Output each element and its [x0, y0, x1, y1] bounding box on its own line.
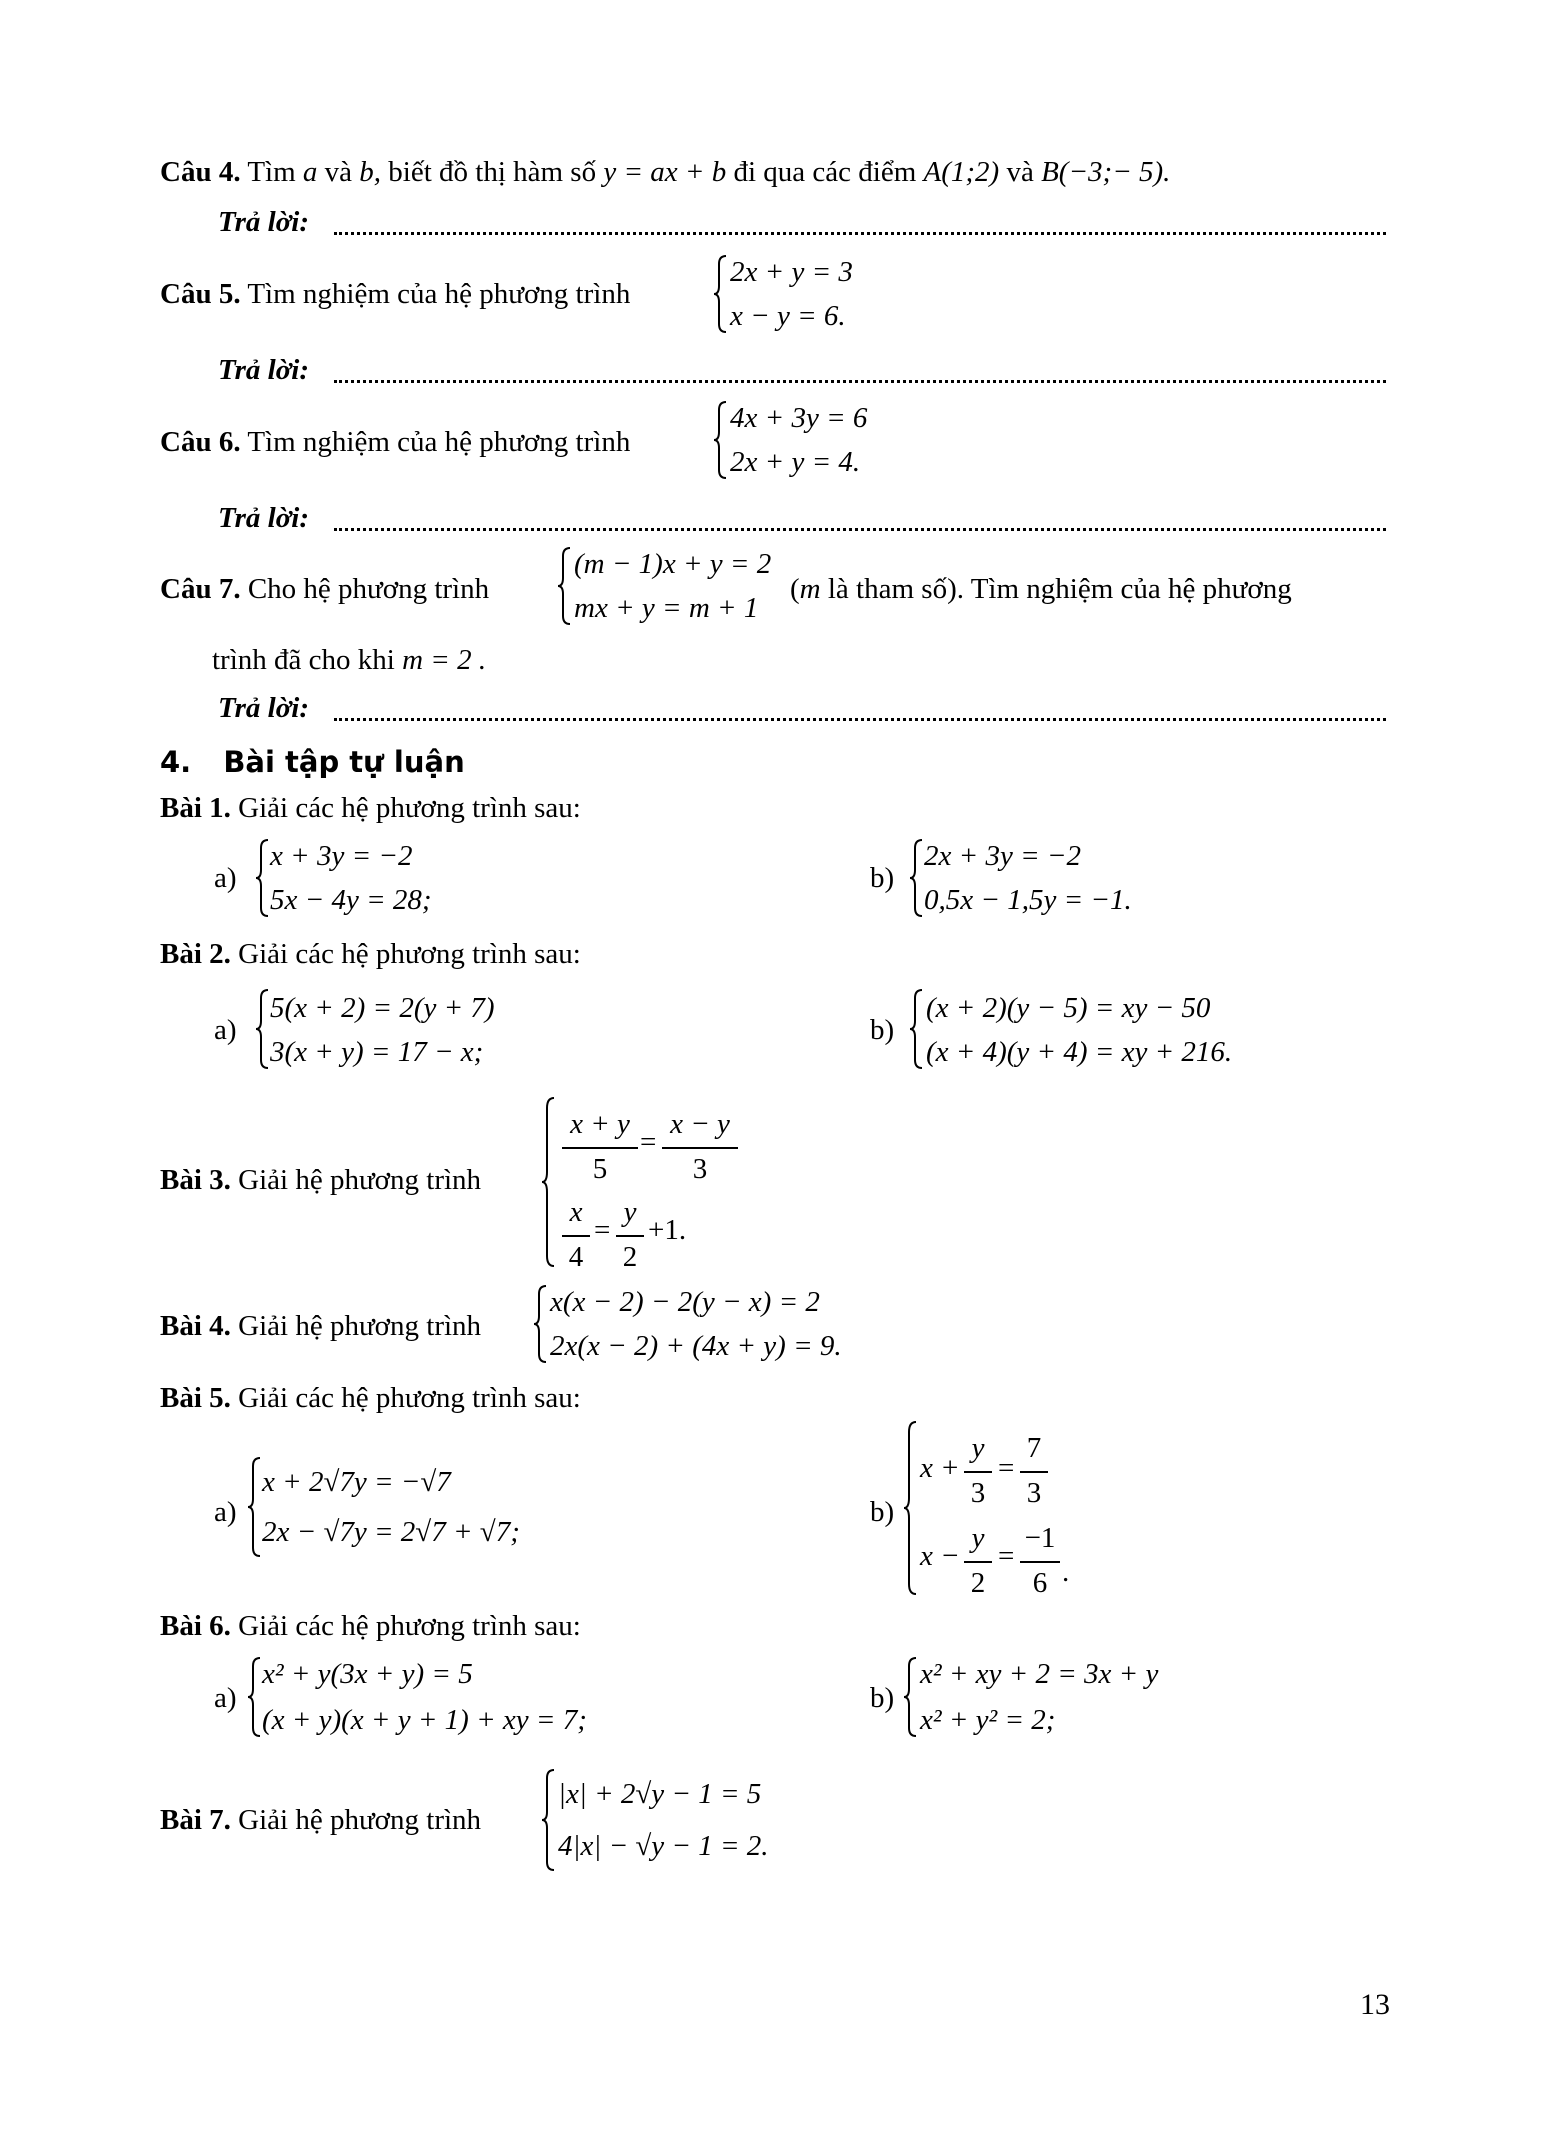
left-brace-icon [712, 254, 728, 334]
left-brace-icon [556, 546, 572, 626]
answer-label: Trả lời: [218, 502, 310, 534]
question-number: Câu 5. [160, 278, 241, 310]
question-7-tail [790, 575, 1292, 604]
exercise-5 [160, 1384, 581, 1413]
part-label: a) [214, 862, 237, 894]
question-text: Cho hệ phương trình [247, 573, 490, 605]
answer-label: Trả lời: [218, 692, 310, 724]
q4-point-a: A(1;2) [923, 156, 1000, 188]
exercise-number: Bài 3. [160, 1164, 231, 1196]
exercise-number: Bài 5. [160, 1382, 231, 1414]
equation-system [540, 1096, 760, 1273]
fraction [616, 1198, 644, 1272]
equation-system [908, 838, 1228, 918]
numerator: x + y [570, 1108, 630, 1140]
exercise-number: Bài 1. [160, 792, 231, 824]
exercise-text: Giải hệ phương trình [238, 1164, 482, 1196]
question-number: Câu 6. [160, 426, 241, 458]
exercise-number: Bài 6. [160, 1610, 231, 1642]
equation: (m − 1)x + y = 2 [574, 548, 772, 580]
equation: 0,5x − 1,5y = −1. [924, 884, 1132, 916]
left-brace-icon [908, 838, 924, 918]
q4-text-4: đi qua các điểm [733, 156, 917, 188]
equation-system [902, 1420, 1122, 1599]
denominator: 6 [1032, 1567, 1048, 1599]
question-text: trình đã cho khi [212, 644, 395, 676]
equation: x² + xy + 2 = 3x + y [920, 1658, 1159, 1690]
numerator: y [623, 1196, 637, 1228]
answer-line[interactable] [334, 380, 1386, 383]
exercise-7 [160, 1806, 481, 1835]
numerator: x − y [670, 1108, 730, 1140]
equation: 3(x + y) = 17 − x; [270, 1036, 484, 1068]
fraction [964, 1524, 992, 1598]
answer-line[interactable] [334, 528, 1386, 531]
left-brace-icon [254, 988, 270, 1070]
equation: 2x − √7y = 2√7 + √7; [262, 1516, 520, 1548]
equation: x − y = 6. [730, 300, 846, 332]
part-label: b) [870, 1014, 895, 1046]
question-6 [160, 428, 630, 457]
q4-var-b: b, [359, 156, 382, 188]
numerator: −1 [1024, 1522, 1056, 1554]
equation: x² + y(3x + y) = 5 [262, 1658, 473, 1690]
question-5 [160, 280, 630, 309]
left-brace-icon [246, 1456, 262, 1558]
exercise-number: Bài 4. [160, 1310, 231, 1342]
equation: x + 2√7y = −√7 [262, 1466, 451, 1498]
left-brace-icon [908, 988, 924, 1070]
exercise-number: Bài 7. [160, 1804, 231, 1836]
equation: 2x + y = 3 [730, 256, 853, 288]
section-heading [160, 745, 465, 779]
equation: (x + 4)(y + 4) = xy + 216. [926, 1036, 1233, 1068]
q4-text-1: Tìm [247, 156, 296, 188]
exercise-number: Bài 2. [160, 938, 231, 970]
equation-part: x + [920, 1452, 960, 1484]
equation-system [246, 1456, 586, 1558]
left-brace-icon [540, 1768, 556, 1872]
equals-sign: = [640, 1126, 657, 1158]
denominator: 5 [592, 1153, 608, 1185]
exercise-text: Giải các hệ phương trình sau: [238, 938, 581, 970]
equation-system [908, 988, 1328, 1070]
q4-text-2: và [324, 156, 353, 188]
numerator: 7 [1026, 1432, 1042, 1464]
equation: (x + y)(x + y + 1) + xy = 7; [262, 1704, 587, 1736]
equation-part: x − [920, 1540, 960, 1572]
question-7 [160, 575, 489, 604]
exercise-1 [160, 794, 581, 823]
denominator: 3 [692, 1153, 708, 1185]
q4-var-a: a [302, 156, 318, 188]
question-number: Câu 4. [160, 156, 241, 188]
denominator: 4 [568, 1241, 584, 1273]
exercise-2 [160, 940, 581, 969]
left-brace-icon [902, 1656, 918, 1738]
question-text: là tham số). Tìm nghiệm của hệ phương [827, 573, 1292, 605]
paren: ( [790, 573, 800, 605]
fraction [1020, 1524, 1060, 1598]
numerator: y [971, 1522, 985, 1554]
denominator: 3 [1026, 1477, 1042, 1509]
page-number: 13 [1360, 1988, 1390, 2021]
question-text: Tìm nghiệm của hệ phương trình [247, 426, 631, 458]
part-label: a) [214, 1014, 237, 1046]
equation: x + 3y = −2 [270, 840, 413, 872]
denominator: 3 [970, 1477, 986, 1509]
equation-system [246, 1656, 626, 1738]
answer-line[interactable] [334, 718, 1386, 721]
equation: x(x − 2) − 2(y − x) = 2 [550, 1286, 820, 1318]
numerator: x [569, 1196, 583, 1228]
denominator: 2 [970, 1567, 986, 1599]
fraction [562, 1198, 590, 1272]
part-label: b) [870, 1496, 895, 1528]
answer-label: Trả lời: [218, 354, 310, 386]
equation: mx + y = m + 1 [574, 592, 759, 624]
part-label: a) [214, 1682, 237, 1714]
q4-text-5: và [1006, 156, 1034, 188]
equation: 2x + y = 4. [730, 446, 861, 478]
equation: 5x − 4y = 28; [270, 884, 432, 916]
exercise-text: Giải các hệ phương trình sau: [238, 1610, 581, 1642]
section-number: 4. [160, 745, 192, 779]
equation-system [712, 400, 932, 480]
equation: 5(x + 2) = 2(y + 7) [270, 992, 495, 1024]
left-brace-icon [902, 1420, 918, 1596]
fraction [662, 1110, 738, 1184]
question-number: Câu 7. [160, 573, 241, 605]
equals-sign: = [594, 1214, 611, 1246]
fraction [1020, 1434, 1048, 1508]
part-label: b) [870, 1682, 895, 1714]
answer-line[interactable] [334, 232, 1386, 235]
equation: (x + 2)(y − 5) = xy − 50 [926, 992, 1211, 1024]
left-brace-icon [254, 838, 270, 918]
equation-system [902, 1656, 1222, 1738]
param-m: m [799, 573, 821, 605]
equation-system [254, 988, 594, 1070]
exercise-text: Giải hệ phương trình [238, 1804, 482, 1836]
question-4 [160, 158, 1170, 187]
period: . [1062, 1556, 1070, 1588]
fraction [562, 1110, 638, 1184]
left-brace-icon [712, 400, 728, 480]
equation-system [532, 1284, 892, 1364]
exercise-text: Giải các hệ phương trình sau: [238, 1382, 581, 1414]
numerator: y [971, 1432, 985, 1464]
exercise-text: Giải các hệ phương trình sau: [238, 792, 581, 824]
equation: 2x(x − 2) + (4x + y) = 9. [550, 1330, 842, 1362]
part-label: b) [870, 862, 895, 894]
equation-system [556, 546, 796, 626]
exercise-6 [160, 1612, 581, 1641]
q4-function: y = ax + b [603, 156, 727, 188]
equals-sign: = [998, 1540, 1015, 1572]
left-brace-icon [246, 1656, 262, 1738]
equation-system [254, 838, 554, 918]
question-7-line2 [212, 646, 486, 675]
fraction [964, 1434, 992, 1508]
denominator: 2 [622, 1241, 638, 1273]
section-title: Bài tập tự luận [223, 745, 465, 779]
exercise-4 [160, 1312, 481, 1341]
equation-system [712, 254, 932, 334]
equation: 4|x| − √y − 1 = 2. [558, 1830, 769, 1862]
part-label: a) [214, 1496, 237, 1528]
exercise-3 [160, 1166, 481, 1195]
exercise-text: Giải hệ phương trình [238, 1310, 482, 1342]
answer-label: Trả lời: [218, 206, 310, 238]
equation: 2x + 3y = −2 [924, 840, 1081, 872]
question-text: Tìm nghiệm của hệ phương trình [247, 278, 631, 310]
q4-text-3: biết đồ thị hàm số [388, 156, 597, 188]
equation: x² + y² = 2; [920, 1704, 1056, 1736]
condition: m = 2 . [402, 644, 487, 676]
equation: 4x + 3y = 6 [730, 402, 868, 434]
left-brace-icon [540, 1096, 556, 1268]
equation: |x| + 2√y − 1 = 5 [558, 1778, 762, 1810]
q4-point-b: B(−3;− 5). [1041, 156, 1171, 188]
left-brace-icon [532, 1284, 548, 1364]
equals-sign: = [998, 1452, 1015, 1484]
equation-tail: +1. [648, 1214, 687, 1246]
equation-system [540, 1768, 800, 1872]
